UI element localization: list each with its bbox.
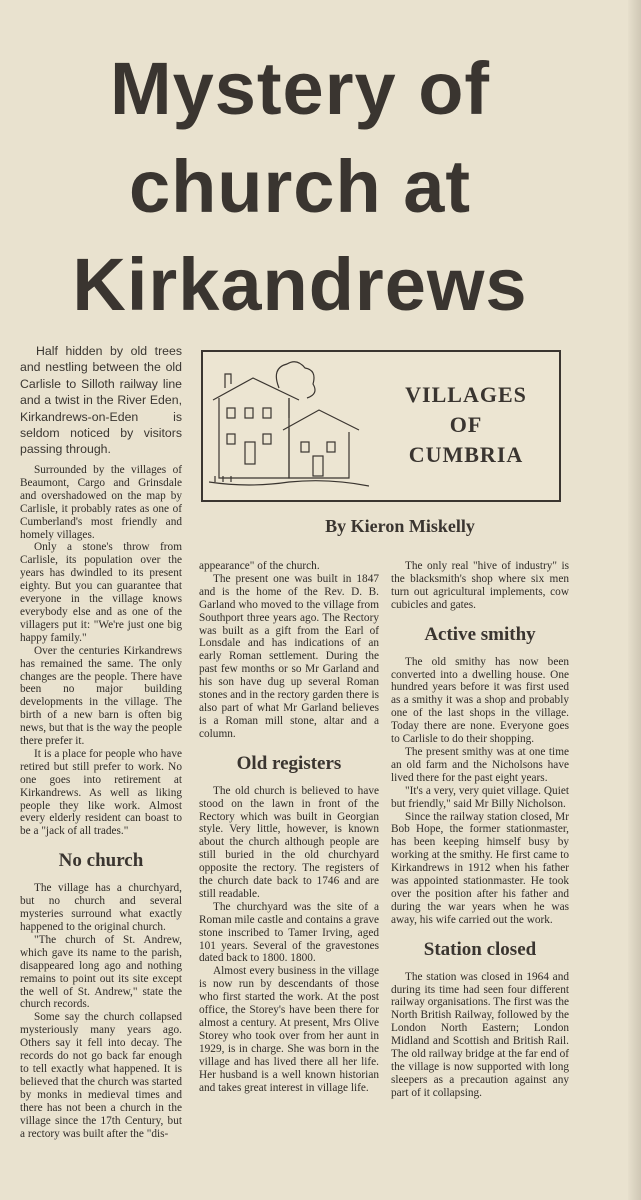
paragraph: "The church of St. Andrew, which gave its name to the parish, disappeared long ago and nothing remains to point out its site except the well of St. Andrew," state the church records. bbox=[20, 933, 182, 1011]
subheading-old-registers: Old registers bbox=[236, 752, 342, 774]
series-title-line-3: CUMBRIA bbox=[408, 442, 524, 467]
paragraph: The only real "hive of industry" is the blacksmith's shop where six men turn out agricultural implements, cow cubicles and gates. bbox=[391, 560, 569, 611]
paragraph: The churchyard was the site of a Roman mile castle and contains a grave stone inscribed to Tamer Irving, aged 101 years. Several of the gravestones dated back to 1800. 1800. bbox=[199, 900, 379, 965]
paragraph: Some say the church collapsed mysteriously many years ago. Others say it fell into decay. The records do not go back far enough to tell exactly what happened. It is believed that the church was started by monks in medieval times and there has not been a church in the village since the 17th Century, but a rectory was built after the "dis- bbox=[20, 1011, 182, 1140]
headline bbox=[60, 40, 540, 334]
lead-paragraph bbox=[20, 343, 182, 458]
lead-text: Half hidden by old trees and nestling between the old Carlisle to Silloth railway line and a twist in the River Eden, Kirkandrews-on-Eden is seldom noticed by visitors passing through. bbox=[20, 344, 182, 457]
subheading-no-church: No church bbox=[58, 850, 144, 872]
headline-line-2: church at bbox=[128, 145, 472, 228]
paragraph: The old smithy has now been converted into a dwelling house. One hundred years before it was first used as a smithy it was a shop and probably one of the last shops in the village. Today there are none. Everyone goes to Carlisle to do their shopping. bbox=[391, 655, 569, 746]
series-title-line-1: VILLAGES bbox=[405, 382, 527, 407]
paragraph: It is a place for people who have retired but still prefer to work. No one goes into retirement at Kirkandrews. As well as liking people they like work. Almost every elderly resident can boast to be a "jack of all trades." bbox=[20, 747, 182, 838]
article-column-2 bbox=[199, 560, 379, 1094]
subheading-station-closed: Station closed bbox=[423, 938, 537, 960]
paragraph: The present smithy was at one time an old farm and the Nicholsons have lived there for the past eight years. bbox=[391, 745, 569, 784]
paragraph: Over the centuries Kirkandrews has remained the same. The only changes are the people. There have been no major building developments in the village. The birth of a new barn is often big news, but that is the way the people there prefer it. bbox=[20, 644, 182, 748]
subheading-active-smithy: Active smithy bbox=[424, 623, 536, 645]
paragraph: appearance" of the church. bbox=[199, 560, 320, 572]
headline-line-1: Mystery of bbox=[109, 47, 491, 130]
paragraph: Since the railway station closed, Mr Bob Hope, the former stationmaster, has been keeping himself busy by working at the smithy. He first came to Kirkandrews in 1912 when his father was appointed stationmaster. He took over the position after his father and during the war years when he was away, his wife carried out the work. bbox=[391, 810, 569, 926]
paragraph: Only a stone's throw from Carlisle, its population over the years has dwindled to its present eighty. But you can guarantee that everyone in the village knows everybody else and as one of the villagers put it: "We're just one big happy family." bbox=[20, 541, 182, 644]
paragraph: The old church is believed to have stood on the lawn in front of the Rectory which was built in Georgian style. Very little, however, is known about the church although people are still buried in the old churchyard opposite the rectory. The registers of the church date back to 1746 and are still readable. bbox=[199, 784, 379, 900]
article-column-3 bbox=[391, 560, 569, 1100]
paper-edge bbox=[628, 0, 641, 1200]
series-banner bbox=[201, 350, 561, 502]
series-title bbox=[381, 380, 551, 470]
paragraph: The present one was built in 1847 and is the home of the Rev. D. B. Garland who moved to the village from Southport three years ago. The Rectory was built as a gift from the Earl of Lonsdale and has indications of an early Roman settlement. During the past few months or so Mr Garland and his son have dug up several Roman stones and in the rectory garden there is also part of what Mr Garland believes is a Roman mill stone, altar and a column. bbox=[199, 572, 379, 740]
paragraph: "It's a very, very quiet village. Quiet but friendly," said Mr Billy Nicholson. bbox=[391, 784, 569, 810]
paragraph: Almost every business in the village is now run by descendants of those who first started the work. At the post office, the Storey's have been there for almost a century. At present, Mrs Olive Storey who took over from her aunt in 1929, is in charge. She was born in the village and has lived there all her life. Her husband is a well known historian and takes great interest in village life. bbox=[199, 965, 379, 1094]
headline-line-3: Kirkandrews bbox=[72, 243, 528, 326]
series-title-line-2: OF bbox=[449, 412, 483, 437]
paragraph: The station was closed in 1964 and during its time had seen four different railway organisations. The first was the North British Railway, followed by the London North Eastern; London Midland and Scottish and British Rail. The old railway bridge at the far end of the village is now supported with long sleepers as a precaution against any part of it collapsing. bbox=[391, 970, 569, 1099]
paragraph: Surrounded by the villages of Beaumont, Cargo and Grinsdale and overshadowed on the map by Carlisle, it probably rates as one of Cumberland's most friendly and homely villages. bbox=[20, 464, 182, 541]
village-houses-sketch bbox=[209, 358, 369, 492]
article-column-1 bbox=[20, 464, 182, 1140]
paragraph: The village has a churchyard, but no church and several mysteries surround what exactly happened to the original church. bbox=[20, 882, 182, 933]
byline: By Kieron Miskelly bbox=[325, 516, 475, 536]
